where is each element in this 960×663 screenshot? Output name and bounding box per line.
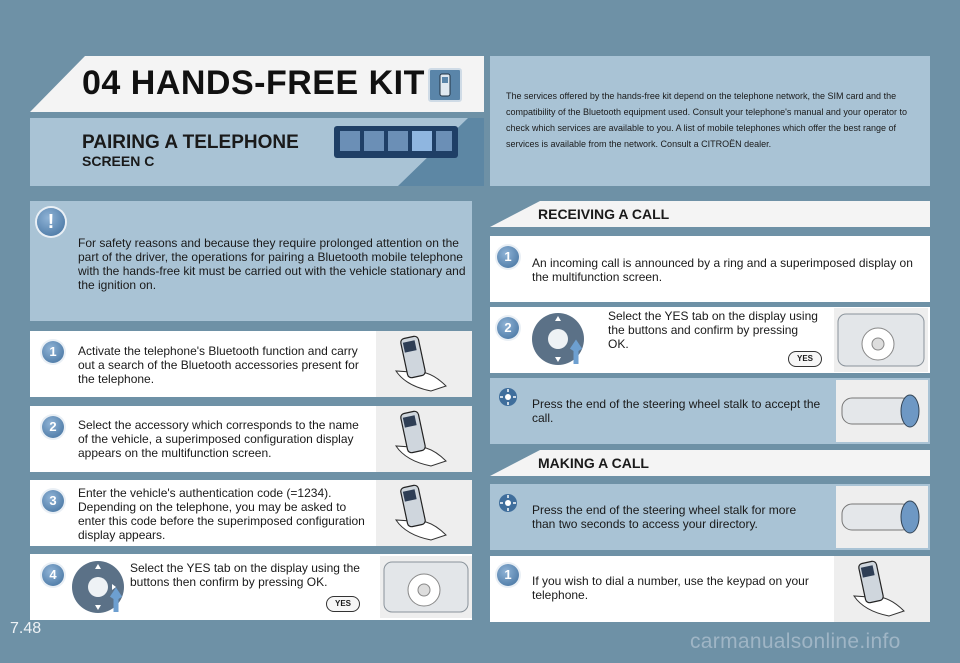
subsection-title: SCREEN C — [82, 153, 155, 169]
receiving-step-text: Select the YES tab on the display using the buttons and confirm by pressing OK. — [608, 309, 818, 351]
page-number: 7.48 — [10, 620, 42, 637]
stalk-press-icon — [497, 492, 519, 519]
section-title: PAIRING A TELEPHONE — [82, 132, 299, 153]
step-number-badge: 4 — [42, 564, 64, 586]
yes-tab-label: YES — [326, 596, 360, 612]
receiving-step-text: Press the end of the steering wheel stalk to accept the call. — [532, 397, 821, 425]
step-number-badge: 1 — [497, 564, 519, 586]
multifunction-panel-image — [380, 556, 472, 618]
making-step-text: If you wish to dial a number, use the keypad on your telephone. — [532, 574, 809, 602]
warning-icon: ! — [37, 208, 65, 236]
receiving-section-title: RECEIVING A CALL — [538, 206, 670, 222]
steering-stalk-image — [836, 380, 928, 442]
multifunction-panel-image — [834, 308, 928, 372]
making-step-text: Press the end of the steering wheel stalk for more than two seconds to access your directory. — [532, 503, 797, 531]
steering-stalk-image — [836, 486, 928, 548]
phone-hand-image — [376, 480, 472, 546]
pairing-step-text: Activate the telephone's Bluetooth function and carry out a search of the Bluetooth accessories present for the telephone. — [78, 344, 359, 386]
pairing-step-text: Select the accessory which corresponds to the name of the vehicle, a superimposed configuration display appears on the multifunction screen. — [78, 418, 359, 460]
pairing-step-text: Select the YES tab on the display using the buttons then confirm by pressing OK. — [130, 561, 360, 589]
phone-hand-image — [376, 331, 472, 397]
navigation-pad-icon — [528, 310, 588, 368]
stalk-press-icon — [497, 386, 519, 413]
pairing-step-text: Enter the vehicle's authentication code (=1234). Depending on the telephone, you may be asked to enter this code before the superimposed configuration display appears. — [78, 486, 365, 542]
receiving-step-text: An incoming call is announced by a ring and a superimposed display on the multifunction screen. — [532, 256, 913, 284]
yes-tab-label: YES — [788, 351, 822, 367]
watermark: carmanualsonline.info — [690, 630, 901, 653]
phone-hand-image — [834, 556, 930, 622]
step-number-badge: 1 — [42, 341, 64, 363]
phone-icon — [428, 68, 462, 102]
page-title: 04 HANDS-FREE KIT — [82, 64, 425, 102]
step-number-badge: 2 — [42, 416, 64, 438]
step-number-badge: 3 — [42, 490, 64, 512]
warning-text: For safety reasons and because they require prolonged attention on the part of the driver, the operations for pairing a Bluetooth mobile telephone with the hands-free kit must be carried out with the vehicle stationary and the ignition on. — [78, 236, 466, 292]
step-number-badge: 1 — [497, 246, 519, 268]
info-text: The services offered by the hands-free kit depend on the telephone network, the SIM card and the compatibility of the Bluetooth equipment used. Consult your telephone's manual and your operator to check which services are available to you. A list of mobile telephones which offer the best range of services is available from the network. Consult a CITROËN dealer. — [506, 91, 907, 149]
navigation-pad-icon — [68, 558, 128, 616]
phone-hand-image — [376, 406, 472, 472]
step-number-badge: 2 — [497, 317, 519, 339]
making-section-title: MAKING A CALL — [538, 455, 649, 471]
screen-indicator-icon — [334, 126, 458, 158]
